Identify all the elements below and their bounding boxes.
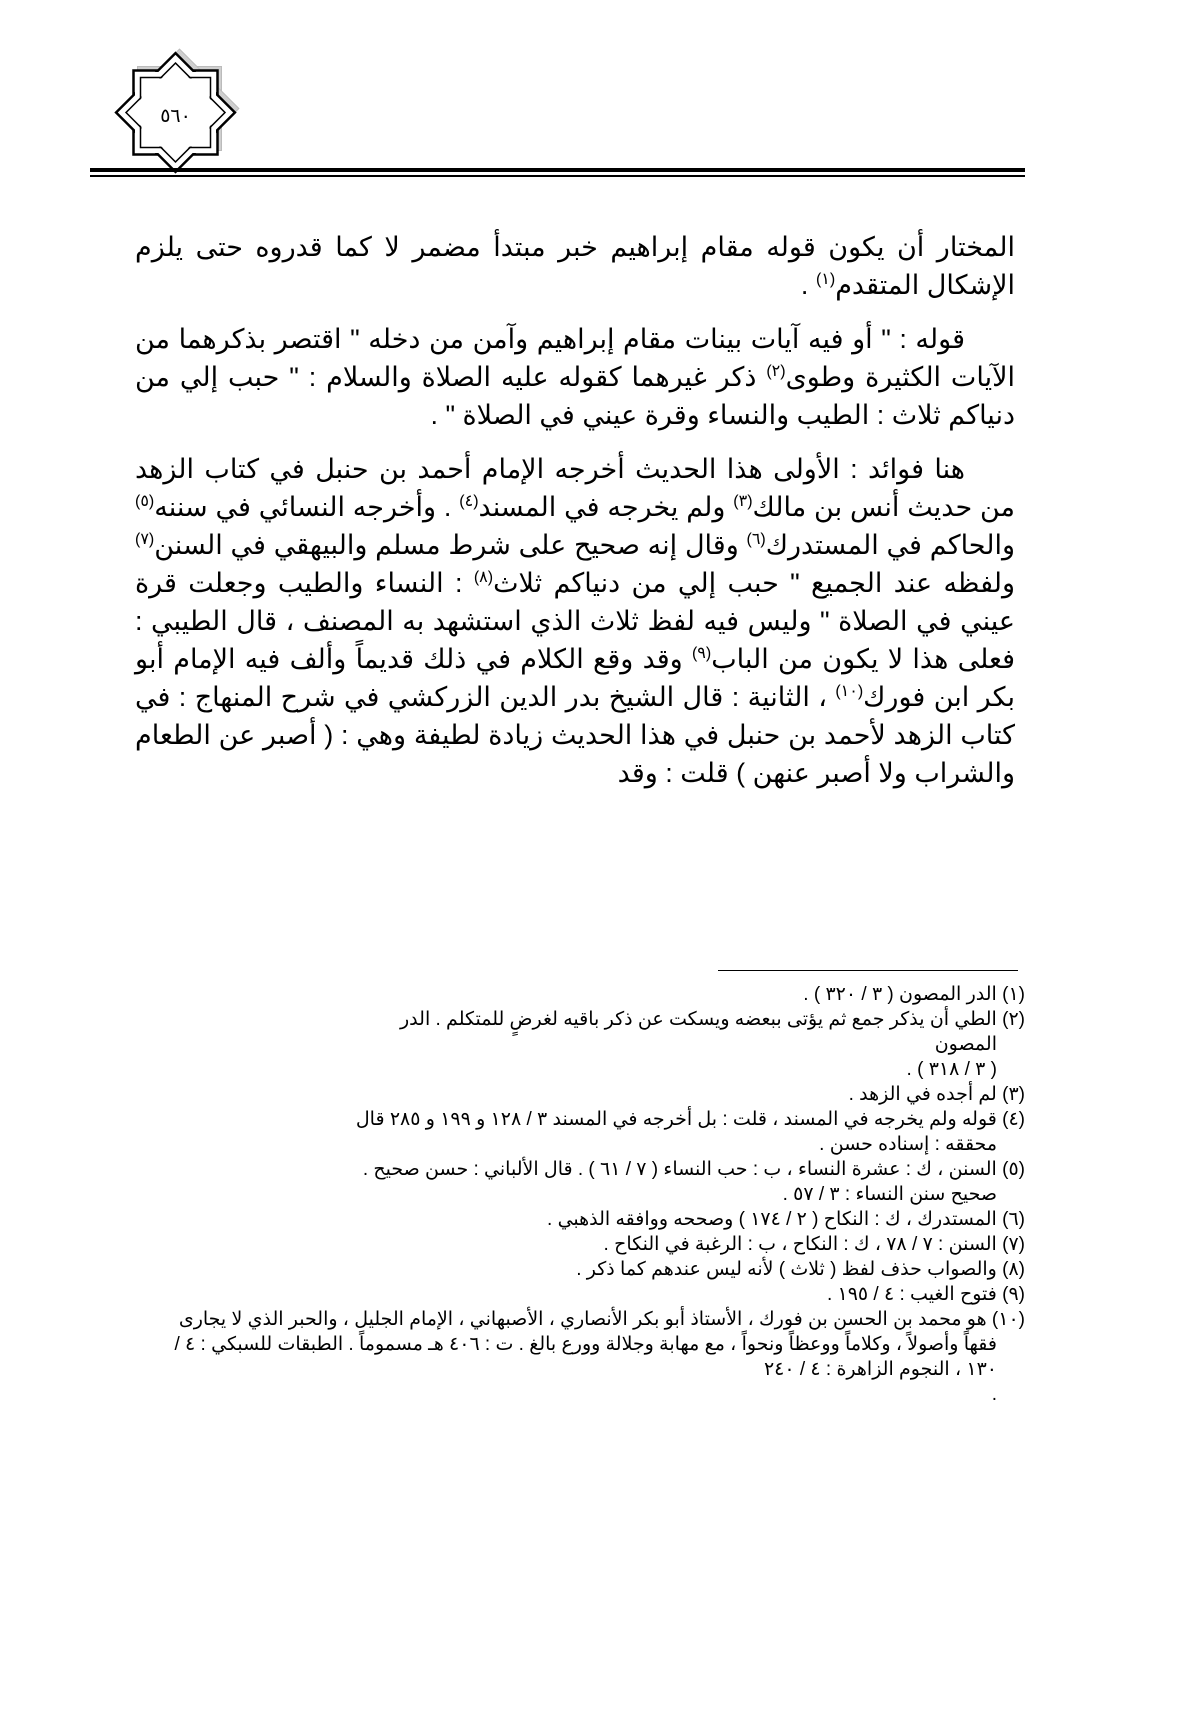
footnote-ref-6[interactable]: (٦) bbox=[746, 531, 766, 548]
footnote-8: (٨) والصواب حذف لفظ ( ثلاث ) لأنه ليس عندهم كما ذكر . bbox=[576, 1259, 1025, 1280]
paragraph-1: المختار أن يكون قوله مقام إبراهيم خبر مبتدأ مضمر لا كما قدروه حتى يلزم الإشكال المتقدم$^{(١)}$ . bbox=[135, 232, 1015, 300]
page-number-badge bbox=[108, 45, 243, 180]
footnote-9: (٩) فتوح الغيب : ٤ / ١٩٥ . bbox=[826, 1284, 1025, 1305]
header-rule-thin bbox=[90, 175, 1025, 177]
footnote-ref-10[interactable]: (١٠) bbox=[835, 683, 864, 700]
paragraph-2: قوله : " أو فيه آيات بينات مقام إبراهيم وآمن من دخله " اقتصر بذكرهما من الآيات الكثيرة وطوى$^{(٢)}$ ذكر غيرهما كقوله عليه الصلاة والسلام : " حبب إلي من دنياكم ثلاث : الطيب والنساء وقرة عيني في الصلاة " . bbox=[135, 324, 1015, 430]
footnote-1: (١) الدر المصون ( ٣ / ٣٢٠ ) . bbox=[803, 984, 1025, 1005]
footnote-ref-2[interactable]: (٢) bbox=[766, 363, 786, 380]
footnote-ref-5[interactable]: (٥) bbox=[135, 493, 155, 510]
page-number: ٥٦٠ bbox=[160, 104, 191, 127]
footnote-4: (٤) قوله ولم يخرجه في المسند ، قلت : بل أخرجه في المسند ٣ / ١٢٨ و ١٩٩ و ٢٨٥ قال محققه : إسناده حسن . bbox=[355, 1109, 1025, 1155]
footnotes bbox=[165, 982, 1025, 1407]
footnote-3: (٣) لم أجده في الزهد . bbox=[848, 1084, 1025, 1105]
footnote-2: (٢) الطي أن يذكر جمع ثم يؤتى ببعضه ويسكت عن ذكر باقيه لغرضٍ للمتكلم . الدر المصون ( ٣ / ٣١٨ ) . bbox=[400, 1009, 1025, 1080]
footnote-ref-4[interactable]: (٤) bbox=[459, 493, 479, 510]
footnote-ref-9[interactable]: (٩) bbox=[691, 645, 712, 662]
main-text bbox=[135, 228, 1015, 808]
footnote-7: (٧) السنن : ٧ / ٧٨ ، ك : النكاح ، ب : الرغبة في النكاح . bbox=[603, 1234, 1025, 1255]
footnote-ref-8[interactable]: (٨) bbox=[473, 569, 494, 586]
header-rule-thick bbox=[90, 168, 1025, 172]
paragraph-3: هنا فوائد : الأولى هذا الحديث أخرجه الإمام أحمد بن حنبل في كتاب الزهد من حديث أنس بن مالك$^{(٣)}$ ولم يخرجه في المسند$^{(٤)}$ . وأخرجه النسائي في سننه$^{(٥)}$ والحاكم في المستدرك$^{(٦)}$ وقال إنه صحيح على شرط مسلم والبيهقي في السنن$^{(٧)}$ ولفظه عند الجميع " حبب إلي من دنياكم ثلاث$^{(٨)}$ : النساء والطيب وجعلت قرة عيني في الصلاة " وليس فيه لفظ ثلاث الذي استشهد به المصنف ، قال الطيبي : فعلى هذا لا يكون من الباب$^{(٩)}$ وقد وقع الكلام في ذلك قديماً وألف فيه الإمام أبو بكر ابن فورك$^{(١٠)}$ ، الثانية : قال الشيخ بدر الدين الزركشي في شرح المنهاج : في كتاب الزهد لأحمد بن حنبل في هذا الحديث زيادة لطيفة وهي : ( أصبر عن الطعام والشراب ولا أصبر عنهن ) قلت : وقد bbox=[135, 454, 1015, 788]
footnote-6: (٦) المستدرك ، ك : النكاح ( ٢ / ١٧٤ ) وصححه ووافقه الذهبي . bbox=[547, 1209, 1025, 1230]
footnote-ref-1[interactable]: (١) bbox=[815, 271, 836, 288]
footnote-ref-3[interactable]: (٣) bbox=[733, 493, 753, 510]
footnote-10: (١٠) هو محمد بن الحسن بن فورك ، الأستاذ أبو بكر الأنصاري ، الأصبهاني ، الإمام الجليل ، والحبر الذي لا يجارى فقهاً وأصولاً ، وكلاماً ووعظاً ونحواً ، مع مهابة وجلالة وورع بالغ . ت : ٤٠٦ هـ مسموماً . الطبقات للسبكي : ٤ / ١٣٠ ، النجوم الزاهرة : ٤ / ٢٤٠ . bbox=[174, 1309, 1025, 1405]
footnote-separator bbox=[718, 970, 1018, 971]
footnote-ref-7[interactable]: (٧) bbox=[135, 531, 155, 548]
footnote-5: (٥) السنن ، ك : عشرة النساء ، ب : حب النساء ( ٧ / ٦١ ) . قال الألباني : حسن صحيح . صحيح سنن النساء : ٣ / ٥٧ . bbox=[362, 1159, 1025, 1205]
